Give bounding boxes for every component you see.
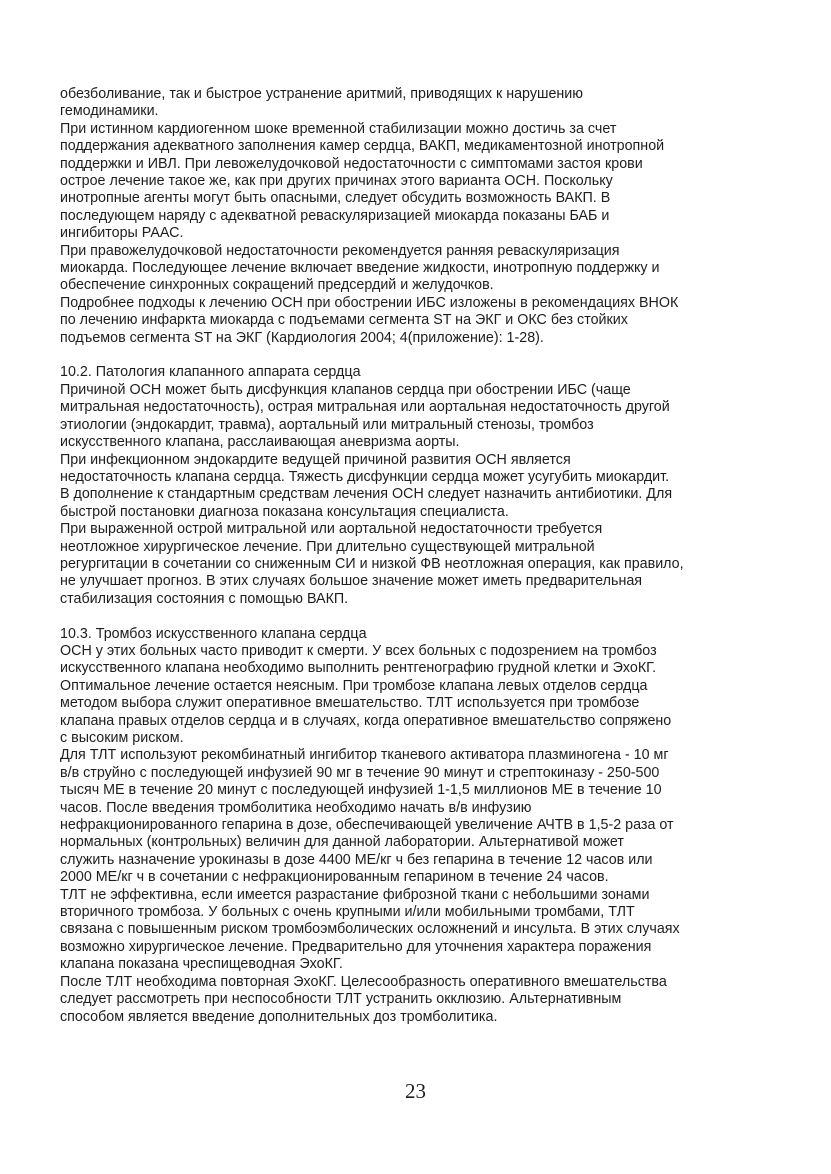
text-line: неотложное хирургическое лечение. При длительно существующей митральной xyxy=(60,538,595,555)
text-line: Подробнее подходы к лечению ОСН при обострении ИБС изложены в рекомендациях ВНОК xyxy=(60,294,679,311)
text-line: При истинном кардиогенном шоке временной стабилизации можно достичь за счет xyxy=(60,120,617,137)
paragraph xyxy=(60,974,780,1026)
text-line: связана с повышенным риском тромбоэмболических осложнений и инсульта. В этих случаях xyxy=(60,921,680,938)
text-line: способом является введение дополнительных доз тромболитика. xyxy=(60,1008,498,1025)
text-line: обеспечение синхронных сокращений предсердий и желудочков. xyxy=(60,277,494,294)
text-line: При инфекционном эндокардите ведущей причиной развития ОСН является xyxy=(60,451,571,468)
text-line: регургитации в сочетании со сниженным СИ и низкой ФВ неотложная операция, как правило, xyxy=(60,555,684,572)
text-line: ТЛТ не эффективна, если имеется разрастание фиброзной ткани с небольшими зонами xyxy=(60,886,650,903)
text-line: острое лечение такое же, как при других причинах этого варианта ОСН. Поскольку xyxy=(60,173,613,190)
text-line: в/в струйно с последующей инфузией 90 мг в течение 90 минут и стрептокиназу - 250-500 xyxy=(60,764,660,781)
text-line: последующем наряду с адекватной реваскуляризацией миокарда показаны БАБ и xyxy=(60,207,610,224)
text-line: следует рассмотреть при неспособности ТЛТ устранить окклюзию. Альтернативным xyxy=(60,991,622,1008)
text-line: поддержки и ИВЛ. При левожелудочковой недостаточности с симптомами застоя крови xyxy=(60,155,643,172)
text-line: Причиной ОСН может быть дисфункция клапанов сердца при обострении ИБС (чаще xyxy=(60,381,631,398)
text-line: ОСН у этих больных часто приводит к смерти. У всех больных с подозрением на тромбоз xyxy=(60,642,657,659)
paragraph xyxy=(60,521,780,608)
text-line: подъемов сегмента ST на ЭКГ (Кардиология 2004; 4(приложение): 1-28). xyxy=(60,329,544,346)
text-line: клапана правых отделов сердца и в случаях, когда оперативное вмешательство сопряжено xyxy=(60,712,672,729)
text-line: искусственного клапана необходимо выполнить рентгенографию грудной клетки и ЭхоКГ. xyxy=(60,660,657,677)
paragraph xyxy=(60,452,780,522)
text-line: миокарда. Последующее лечение включает введение жидкости, инотропную поддержку и xyxy=(60,260,660,277)
paragraph xyxy=(60,295,780,347)
text-line: 2000 МЕ/кг ч в сочетании с нефракционированным гепарином в течение 24 часов. xyxy=(60,869,609,886)
text-line: 10.2. Патология клапанного аппарата сердца xyxy=(60,364,361,381)
document-body xyxy=(60,86,780,1026)
text-line: с высоким риском. xyxy=(60,730,184,746)
text-line: митральная недостаточность), острая митральная или аортальная недостаточность другой xyxy=(60,399,670,416)
text-line: этиологии (эндокардит, травма), аортальный или митральный стенозы, тромбоз xyxy=(60,416,594,433)
text-line: возможно хирургическое лечение. Предварительно для уточнения характера поражения xyxy=(60,938,652,955)
text-line: методом выбора служит оперативное вмешательство. ТЛТ используется при тромбозе xyxy=(60,695,640,712)
text-line: служить назначение урокиназы в дозе 4400 МЕ/кг ч без гепарина в течение 12 часов или xyxy=(60,851,653,868)
text-line: ингибиторы РААС. xyxy=(60,225,184,242)
text-line: не улучшает прогноз. В этих случаях большое значение может иметь предварительная xyxy=(60,573,643,590)
section-heading xyxy=(60,364,780,381)
text-line: После ТЛТ необходима повторная ЭхоКГ. Целесообразность оперативного вмешательства xyxy=(60,973,667,990)
paragraph xyxy=(60,643,780,747)
section-gap xyxy=(60,608,780,625)
text-line: вторичного тромбоза. У больных с очень крупными и/или мобильными тромбами, ТЛТ xyxy=(60,904,635,921)
text-line: инотропные агенты могут быть опасными, следует обсудить возможность ВАКП. В xyxy=(60,190,611,207)
paragraph xyxy=(60,86,780,121)
text-line: по лечению инфаркта миокарда с подъемами сегмента ST на ЭКГ и ОКС без стойких xyxy=(60,312,628,329)
paragraph xyxy=(60,887,780,974)
text-line: быстрой постановки диагноза показана консультация специалиста. xyxy=(60,503,509,520)
section-gap xyxy=(60,347,780,364)
text-line: Для ТЛТ используют рекомбинатный ингибитор тканевого активатора плазминогена - 10 мг xyxy=(60,747,669,764)
text-line: При выраженной острой митральной или аортальной недостаточности требуется xyxy=(60,521,603,538)
paragraph xyxy=(60,382,780,452)
text-line: тысяч МЕ в течение 20 минут с последующей инфузией 1-1,5 миллионов МЕ в течение 10 xyxy=(60,782,662,799)
page-number: 23 xyxy=(405,1079,426,1103)
text-line: При правожелудочковой недостаточности рекомендуется ранняя реваскуляризация xyxy=(60,242,620,259)
paragraph xyxy=(60,121,780,243)
text-line: стабилизация состояния с помощью ВАКП. xyxy=(60,590,349,607)
text-line: нормальных (контрольных) величин для данной лаборатории. Альтернативой может xyxy=(60,834,624,851)
text-line: искусственного клапана, расслаивающая аневризма аорты. xyxy=(60,434,460,451)
text-line: недостаточность клапана сердца. Тяжесть дисфункции сердца может усугубить миокардит. xyxy=(60,468,670,485)
text-line: обезболивание, так и быстрое устранение аритмий, приводящих к нарушению xyxy=(60,86,584,102)
text-line: 10.3. Тромбоз искусственного клапана сердца xyxy=(60,625,367,642)
text-line: поддержания адекватного заполнения камер сердца, ВАКП, медикаментозной инотропной xyxy=(60,138,665,155)
text-line: нефракционированного гепарина в дозе, обеспечивающей увеличение АЧТВ в 1,5-2 раза от xyxy=(60,817,674,834)
paragraph xyxy=(60,747,780,886)
text-line: часов. После введения тромболитика необходимо начать в/в инфузию xyxy=(60,799,532,816)
text-line: гемодинамики. xyxy=(60,103,159,120)
text-line: клапана показана чреспищеводная ЭхоКГ. xyxy=(60,956,343,973)
section-heading xyxy=(60,626,780,643)
paragraph xyxy=(60,243,780,295)
text-line: Оптимальное лечение остается неясным. При тромбозе клапана левых отделов сердца xyxy=(60,677,648,694)
text-line: В дополнение к стандартным средствам лечения ОСН следует назначить антибиотики. Для xyxy=(60,486,673,503)
